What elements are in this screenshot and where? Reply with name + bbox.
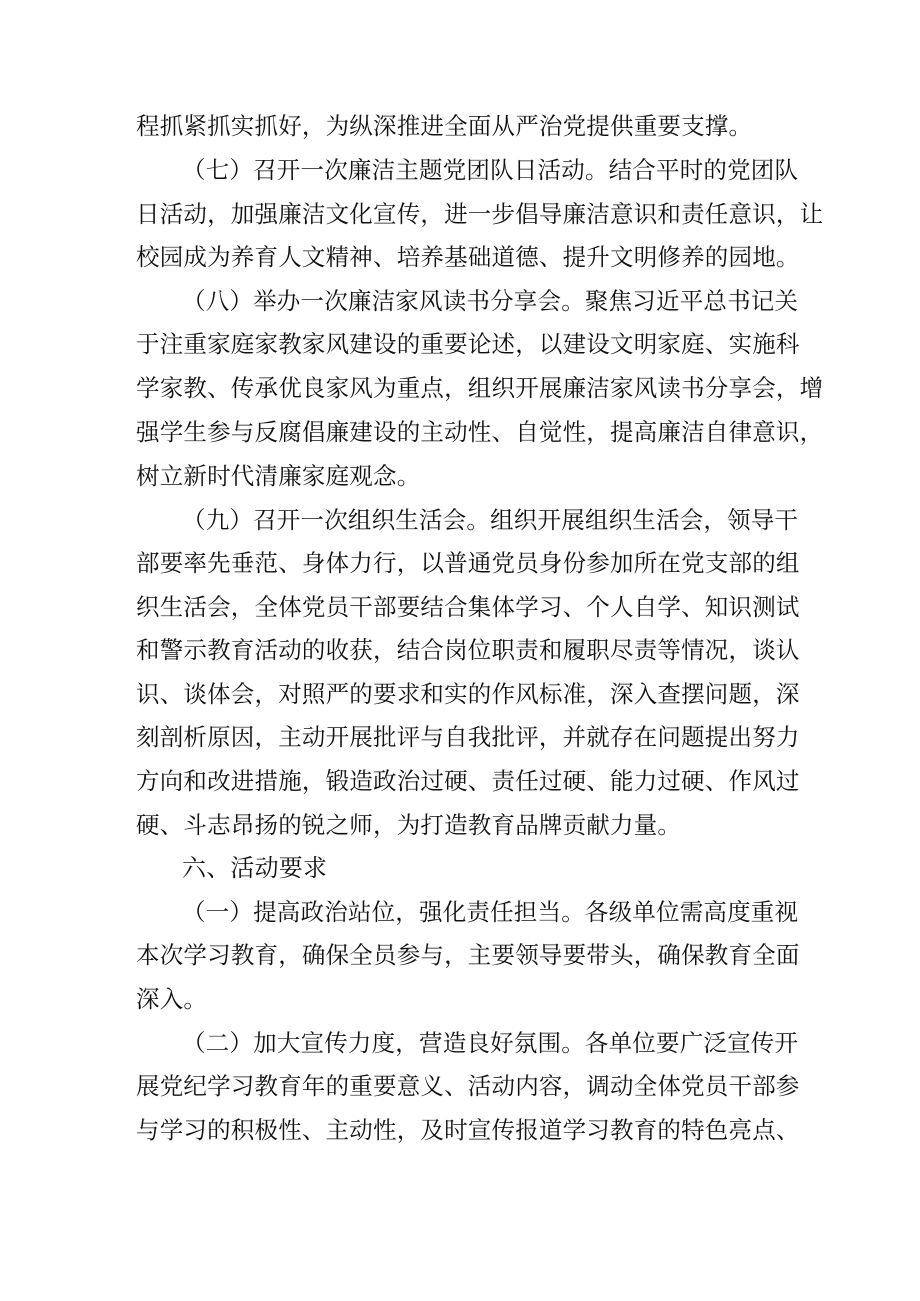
paragraph-line: 程抓紧抓实抓好，为纵深推进全面从严治党提供重要支撑。: [136, 112, 753, 140]
paragraph-line: 刻剖析原因，主动开展批评与自我批评，并就存在问题提出努力: [136, 723, 800, 751]
paragraph-line: 和警示教育活动的收获，结合岗位职责和履职尽责等情况，谈认: [136, 636, 800, 664]
paragraph-line: 展党纪学习教育年的重要意义、活动内容，调动全体党员干部参: [136, 1072, 800, 1100]
paragraph-line: 树立新时代清廉家庭观念。: [136, 462, 421, 490]
paragraph-line: （八）举办一次廉洁家风读书分享会。聚焦习近平总书记关: [182, 287, 799, 315]
paragraph-line: 深入。: [136, 985, 208, 1013]
paragraph-line: （九）召开一次组织生活会。组织开展组织生活会，领导干: [182, 506, 799, 534]
paragraph-line: （一）提高政治站位，强化责任担当。各级单位需高度重视: [182, 898, 799, 926]
paragraph-line: 强学生参与反腐倡廉建设的主动性、自觉性，提高廉洁自律意识，: [136, 418, 824, 446]
paragraph-line: 与学习的积极性、主动性，及时宣传报道学习教育的特色亮点、: [136, 1116, 800, 1144]
paragraph-line: 日活动，加强廉洁文化宣传，进一步倡导廉洁意识和责任意识，让: [136, 200, 824, 228]
paragraph-line: 织生活会，全体党员干部要结合集体学习、个人自学、知识测试: [136, 593, 800, 621]
paragraph-line: （二）加大宣传力度，营造良好氛围。各单位要广泛宣传开: [182, 1029, 799, 1057]
paragraph-line: 部要率先垂范、身体力行，以普通党员身份参加所在党支部的组: [136, 549, 800, 577]
paragraph-line: 校园成为养育人文精神、培养基础道德、提升文明修养的园地。: [136, 243, 800, 271]
section-heading: 六、活动要求: [182, 854, 328, 882]
paragraph-line: 本次学习教育，确保全员参与，主要领导要带头，确保教育全面: [136, 941, 800, 969]
paragraph-line: 方向和改进措施，锻造政治过硬、责任过硬、能力过硬、作风过: [136, 767, 800, 795]
paragraph-line: （七）召开一次廉洁主题党团队日活动。结合平时的党团队: [182, 156, 799, 184]
paragraph-line: 学家教、传承优良家风为重点，组织开展廉洁家风读书分享会，增: [136, 374, 824, 402]
paragraph-line: 识、谈体会，对照严的要求和实的作风标准，深入查摆问题，深: [136, 680, 800, 708]
paragraph-line: 硬、斗志昂扬的锐之师，为打造教育品牌贡献力量。: [136, 811, 682, 839]
paragraph-line: 于注重家庭家教家风建设的重要论述，以建设文明家庭、实施科: [136, 330, 800, 358]
